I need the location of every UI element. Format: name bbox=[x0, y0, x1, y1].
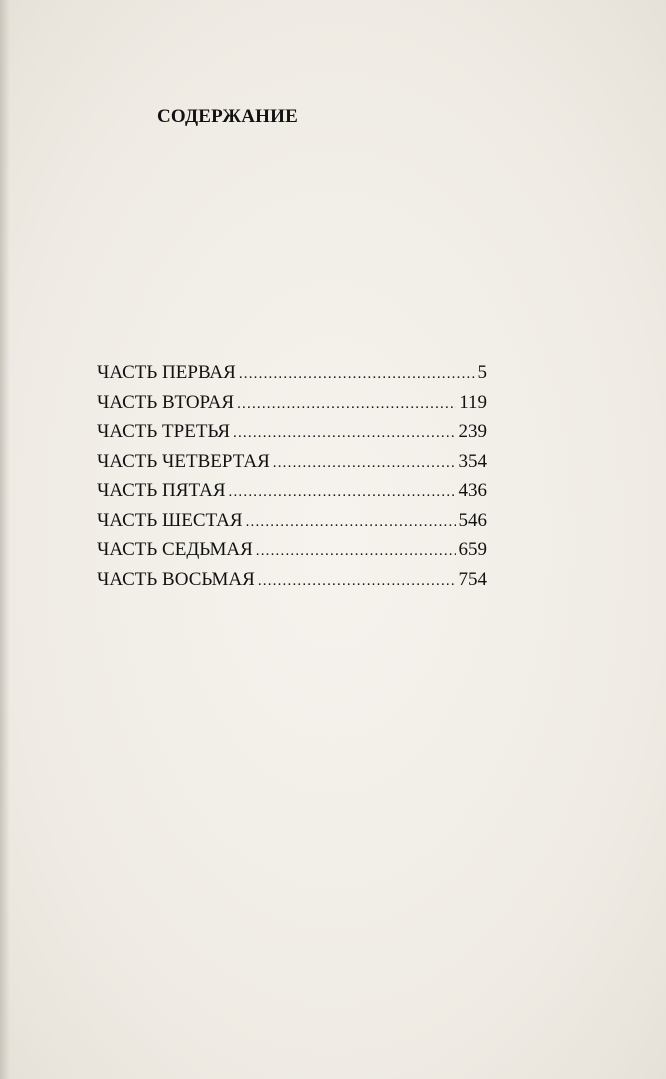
toc-entry-page: 5 bbox=[477, 362, 487, 383]
toc-entry-title: ЧАСТЬ ЧЕТВЕРТАЯ bbox=[97, 450, 270, 472]
toc-entry-title: ЧАСТЬ ВТОРАЯ bbox=[97, 391, 235, 413]
toc-entry-part-2 bbox=[97, 392, 487, 422]
toc-entry-part-7 bbox=[97, 539, 487, 569]
toc-entry-part-3 bbox=[97, 421, 487, 451]
toc-entry-page: 659 bbox=[458, 539, 487, 560]
toc-entry-part-8 bbox=[97, 569, 487, 599]
toc-dot-leader bbox=[229, 484, 456, 501]
toc-entry-page: 754 bbox=[458, 568, 487, 590]
toc-entry-part-5 bbox=[97, 480, 487, 510]
toc-entry-title: ЧАСТЬ ПЕРВАЯ bbox=[97, 362, 236, 383]
toc-dot-leader bbox=[256, 543, 456, 560]
contents-heading: СОДЕРЖАНИЕ bbox=[157, 106, 298, 127]
toc-entry-title: ЧАСТЬ ВОСЬМАЯ bbox=[97, 568, 255, 590]
toc-entry-title: ЧАСТЬ ШЕСТАЯ bbox=[97, 509, 243, 531]
toc-entry-page: 119 bbox=[459, 391, 487, 413]
toc-entry-page: 354 bbox=[458, 450, 487, 472]
toc-dot-leader bbox=[258, 573, 456, 590]
toc-entry-page: 239 bbox=[458, 421, 487, 442]
page-edge-shadow bbox=[0, 0, 10, 1079]
toc-entry-title: ЧАСТЬ СЕДЬМАЯ bbox=[97, 539, 253, 560]
toc-dot-leader bbox=[237, 396, 456, 413]
toc-dot-leader bbox=[273, 455, 456, 472]
toc-dot-leader bbox=[246, 514, 456, 531]
toc-entry-part-4 bbox=[97, 451, 487, 481]
toc-dot-leader bbox=[233, 425, 455, 442]
toc-entry-title: ЧАСТЬ ТРЕТЬЯ bbox=[97, 421, 231, 442]
toc-dot-leader bbox=[239, 366, 475, 383]
toc-entry-part-6 bbox=[97, 510, 487, 540]
toc-entry-part-1 bbox=[97, 362, 487, 392]
toc-entry-page: 436 bbox=[458, 480, 487, 501]
table-of-contents bbox=[97, 362, 487, 598]
toc-entry-title: ЧАСТЬ ПЯТАЯ bbox=[97, 480, 226, 501]
toc-entry-page: 546 bbox=[458, 509, 487, 531]
